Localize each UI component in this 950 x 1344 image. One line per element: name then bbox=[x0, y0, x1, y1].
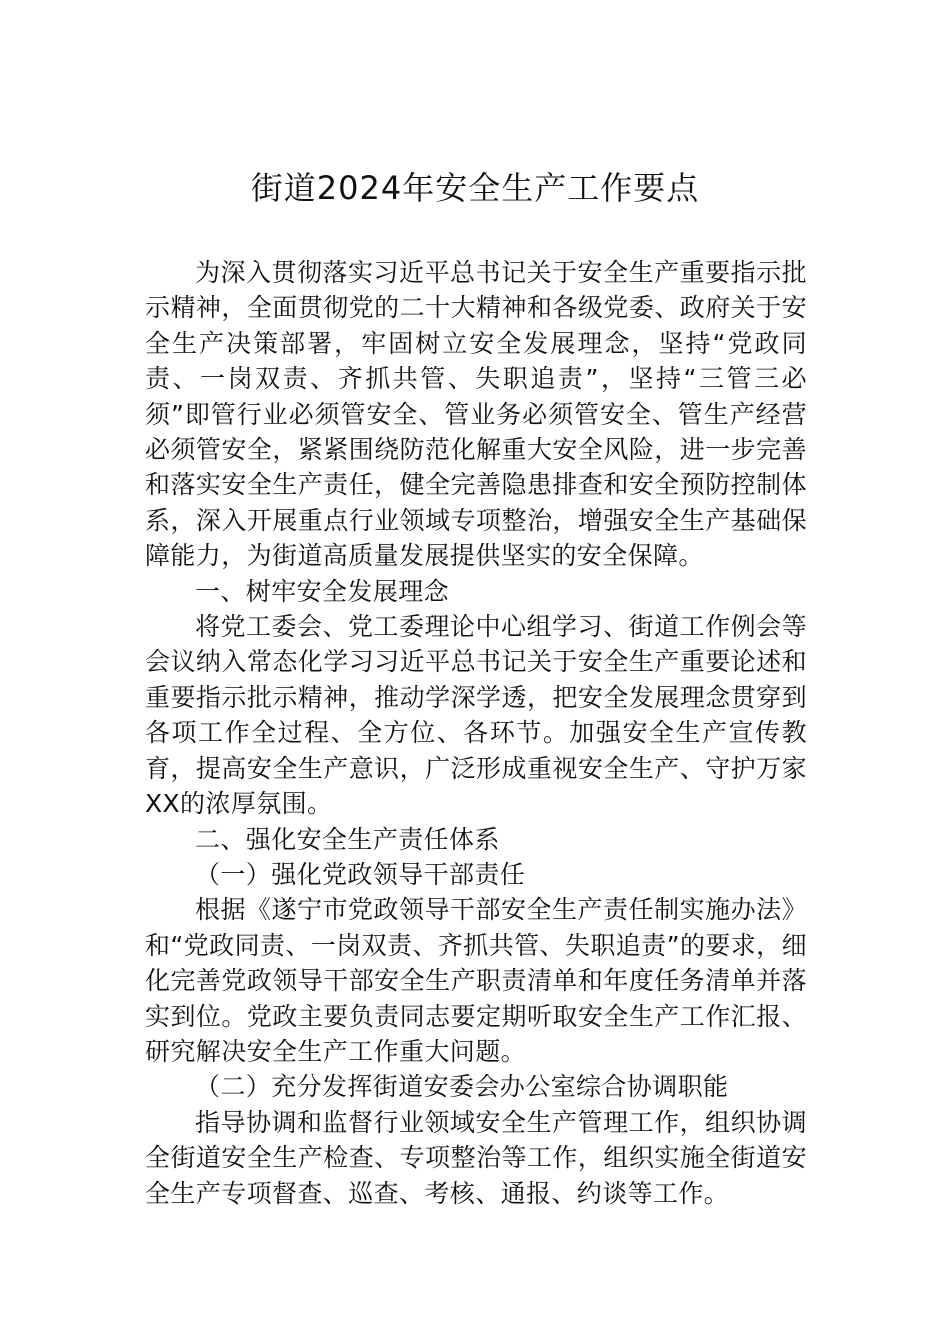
document-title: 街道2024年安全生产工作要点 bbox=[250, 169, 700, 207]
subsection-2-2-paragraph: 指导协调和监督行业领域安全生产管理工作，组织协调全街道安全生产检查、专项整治等工作，组织实施全街道安全生产专项督查、巡查、考核、通报、约谈等工作。 bbox=[145, 1107, 807, 1208]
section-1-paragraph: 将党工委会、党工委理论中心组学习、街道工作例会等会议纳入常态化学习习近平总书记关于安全生产重要论述和重要指示批示精神，推动学深学透，把安全发展理念贯穿到各项工作全过程、全方位、各环节。加强安全生产宣传教育，提高安全生产意识，广泛形成重视安全生产、守护万家XX的浓厚氛围。 bbox=[145, 612, 807, 819]
section-heading-2: 二、强化安全生产责任体系 bbox=[195, 824, 500, 854]
subsection-2-1-paragraph: 根据《遂宁市党政领导干部安全生产责任制实施办法》和“党政同责、一岗双责、齐抓共管、失职追责”的要求，细化完善党政领导干部安全生产职责清单和年度任务清单并落实到位。党政主要负责同志要定期听取安全生产工作汇报、研究解决安全生产工作重大问题。 bbox=[145, 895, 807, 1066]
subsection-heading-2-2: （二）充分发挥街道安委会办公室综合协调职能 bbox=[195, 1072, 729, 1102]
subsection-heading-2-1: （一）强化党政领导干部责任 bbox=[195, 859, 526, 889]
document-body bbox=[145, 255, 807, 1211]
intro-paragraph: 为深入贯彻落实习近平总书记关于安全生产重要指示批示精神，全面贯彻党的二十大精神和各级党委、政府关于安全生产决策部署，牢固树立安全发展理念，坚持“党政同责、一岗双责、齐抓共管、失职追责”，坚持“三管三必须”即管行业必须管安全、管业务必须管安全、管生产经营必须管安全，紧紧围绕防范化解重大安全风险，进一步完善和落实安全生产责任，健全完善隐患排查和安全预防控制体系，深入开展重点行业领域专项整治，增强安全生产基础保障能力，为街道高质量发展提供坚实的安全保障。 bbox=[145, 258, 807, 571]
section-heading-1: 一、树牢安全发展理念 bbox=[195, 576, 450, 606]
